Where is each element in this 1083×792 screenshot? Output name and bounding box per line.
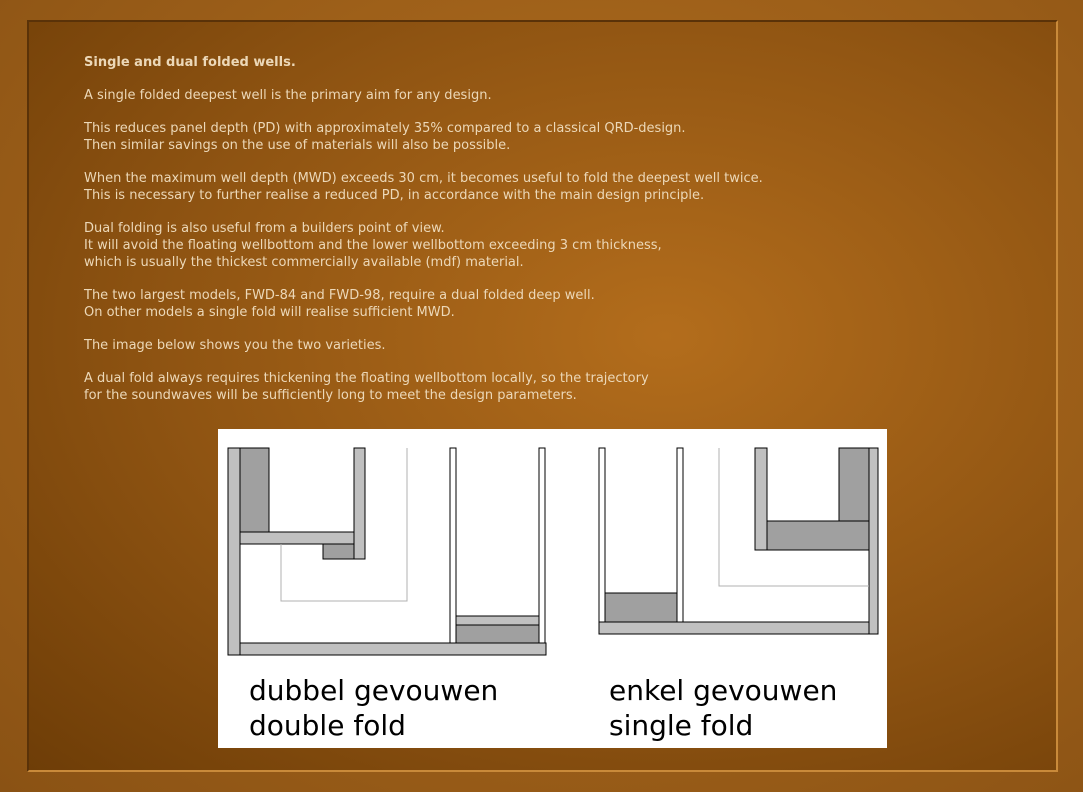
text-line: When the maximum well depth (MWD) exceeds 30 cm, it becomes useful to fold the deepest well twice. (84, 171, 763, 186)
text-line: The two largest models, FWD-84 and FWD-98, require a dual folded deep well. (84, 288, 595, 303)
double-inner-wall (354, 448, 365, 559)
text-line: This is necessary to further realise a reduced PD, in accordance with the main design principle. (84, 188, 705, 203)
paragraph-7 (84, 370, 884, 404)
single-fold-caption (609, 673, 837, 743)
article-text (84, 54, 884, 420)
text-line: Dual folding is also useful from a builders point of view. (84, 221, 445, 236)
text-line: Then similar savings on the use of materials will also be possible. (84, 138, 511, 153)
text-line: A single folded deepest well is the primary aim for any design. (84, 88, 492, 103)
single-base (599, 622, 869, 634)
paragraph-6 (84, 337, 884, 354)
paragraph-5 (84, 287, 884, 321)
single-upper-fill (839, 448, 869, 521)
text-line: which is usually the thickest commercially available (mdf) material. (84, 255, 524, 270)
double-right-wall-1 (450, 448, 456, 643)
single-fold-label-en: single fold (609, 709, 754, 742)
paragraph-3 (84, 170, 884, 204)
double-right-wall-2 (539, 448, 545, 643)
single-floating-bottom (767, 521, 869, 550)
single-well-bottom (605, 593, 677, 622)
double-bottom-thickening (323, 544, 354, 559)
text-line: A dual fold always requires thickening the floating wellbottom locally, so the trajectory (84, 371, 649, 386)
paragraph-4 (84, 220, 884, 271)
double-fold-label-en: double fold (249, 709, 406, 742)
double-left-wall (228, 448, 240, 655)
double-right-bottom-fill (456, 625, 539, 643)
double-fold-guide (281, 448, 407, 601)
double-upper-fill (240, 448, 269, 532)
fold-diagram (218, 429, 887, 748)
text-line: On other models a single fold will realise sufficient MWD. (84, 305, 455, 320)
paragraph-2 (84, 120, 884, 154)
article-title: Single and dual folded wells. (84, 55, 296, 70)
text-line: It will avoid the floating wellbottom and the lower wellbottom exceeding 3 cm thickness, (84, 238, 662, 253)
double-right-bottom-thin (456, 616, 539, 625)
paragraph-1 (84, 87, 884, 104)
text-line: This reduces panel depth (PD) with approximately 35% compared to a classical QRD-design. (84, 121, 686, 136)
double-floating-bottom (240, 532, 354, 544)
single-inner-wall (755, 448, 767, 550)
single-left-wall (599, 448, 605, 622)
text-line: for the soundwaves will be sufficiently long to meet the design parameters. (84, 388, 577, 403)
text-line: The image below shows you the two varieties. (84, 338, 386, 353)
double-base (240, 643, 546, 655)
single-right-wall (869, 448, 878, 634)
double-fold-caption (249, 673, 498, 743)
single-fold-label-nl: enkel gevouwen (609, 674, 838, 707)
single-well-wall (677, 448, 683, 622)
double-fold-label-nl: dubbel gevouwen (249, 674, 499, 707)
